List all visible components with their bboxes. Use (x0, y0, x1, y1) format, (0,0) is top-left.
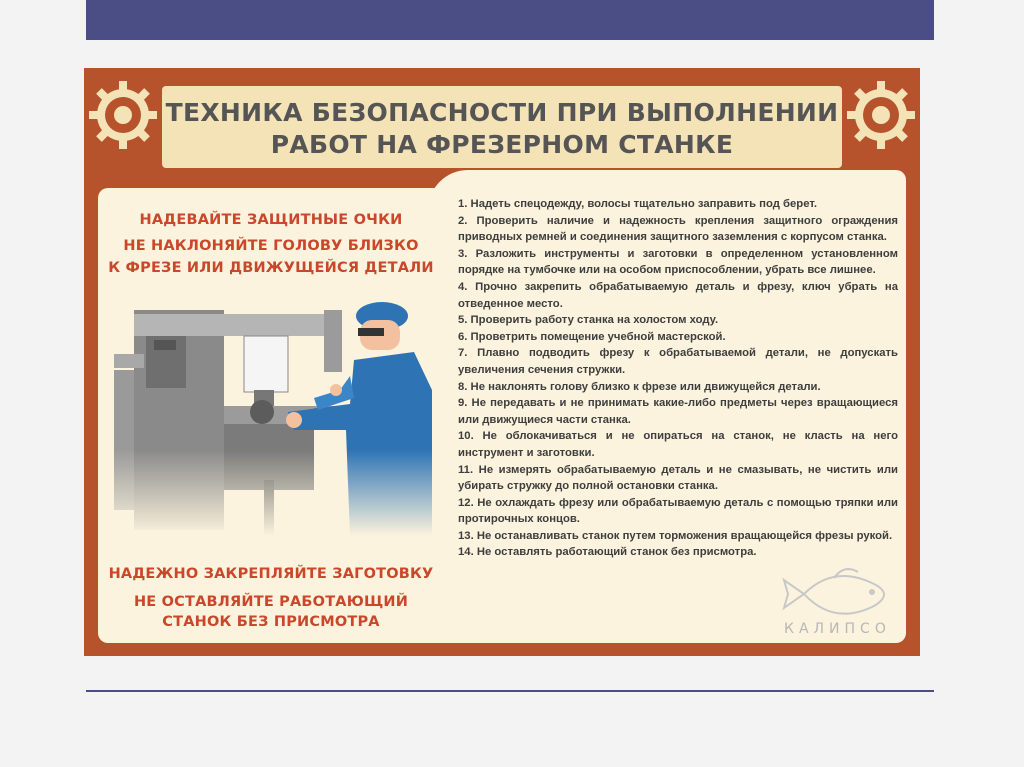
poster-title-line-1: ТЕХНИКА БЕЗОПАСНОСТИ ПРИ ВЫПОЛНЕНИИ (165, 98, 839, 127)
poster-title-line-2: РАБОТ НА ФРЕЗЕРНОМ СТАНКЕ (270, 130, 734, 159)
rule-item: 2. Проверить наличие и надежность крепления защитного ограждения приводных ремней и соединения защитного заземления с корпусом станка. (458, 214, 898, 244)
rule-item: 6. Проветрить помещение учебной мастерской. (458, 330, 726, 343)
rule-item: 9. Не передавать и не принимать какие-либо предметы через вращающиеся или движущиеся части станка. (458, 397, 898, 426)
title-banner (162, 86, 842, 168)
milling-machine-worker-illustration (114, 280, 434, 536)
gear-icon (88, 80, 158, 150)
rule-item: 7. Плавно подводить фрезу к обрабатываемой детали, не допускать увеличения сечения стружки. (458, 347, 898, 376)
rule-item: 11. Не измерять обрабатываемую деталь и не смазывать, не чистить или убирать стружку до полной остановки станка. (458, 463, 898, 493)
warning-unattended-line-1: НЕ ОСТАВЛЯЙТЕ РАБОТАЮЩИЙ (133, 594, 409, 610)
rule-item: 1. Надеть спецодежду, волосы тщательно заправить под берет. (458, 198, 818, 210)
warning-secure-workpiece: НАДЕЖНО ЗАКРЕПЛЯЙТЕ ЗАГОТОВКУ (108, 566, 434, 582)
warning-head-line-2: К ФРЕЗЕ ИЛИ ДВИЖУЩЕЙСЯ ДЕТАЛИ (108, 260, 434, 276)
warning-head-line-1: НЕ НАКЛОНЯЙТЕ ГОЛОВУ БЛИЗКО (123, 238, 419, 254)
illustration-block (98, 188, 444, 643)
rule-item: 8. Не наклонять голову близко к фрезе или движущейся детали. (458, 380, 821, 393)
logo-text: КАЛИПСО (784, 621, 891, 637)
warning-goggles: НАДЕВАЙТЕ ЗАЩИТНЫЕ ОЧКИ (139, 212, 403, 228)
rule-item: 13. Не останавливать станок путем торможения вращающейся фрезы рукой. (458, 529, 893, 542)
rule-item: 3. Разложить инструменты и заготовки в определенном установленном порядке на тумбочке или на особом приспособлении, убрать все лишнее. (458, 247, 898, 277)
safety-rules-list (458, 196, 898, 561)
warning-unattended-line-2: СТАНОК БЕЗ ПРИСМОТРА (162, 614, 380, 630)
safety-poster (84, 68, 920, 656)
gear-icon (846, 80, 916, 150)
slide-header-bar (86, 0, 934, 40)
rule-item: 4. Прочно закрепить обрабатываемую деталь и фрезу, ключ убрать на отведенное место. (458, 280, 898, 310)
rule-item: 12. Не охлаждать фрезу или обрабатываемую деталь с помощью тряпки или протирочных концов. (458, 496, 898, 526)
rule-item: 5. Проверить работу станка на холостом ходу. (458, 314, 719, 327)
rule-item: 14. Не оставлять работающий станок без присмотра. (458, 546, 757, 559)
slide-bottom-rule (86, 690, 934, 692)
rule-item: 10. Не облокачиваться и не опираться на станок, не класть на него инструмент и заготовки. (458, 430, 898, 459)
